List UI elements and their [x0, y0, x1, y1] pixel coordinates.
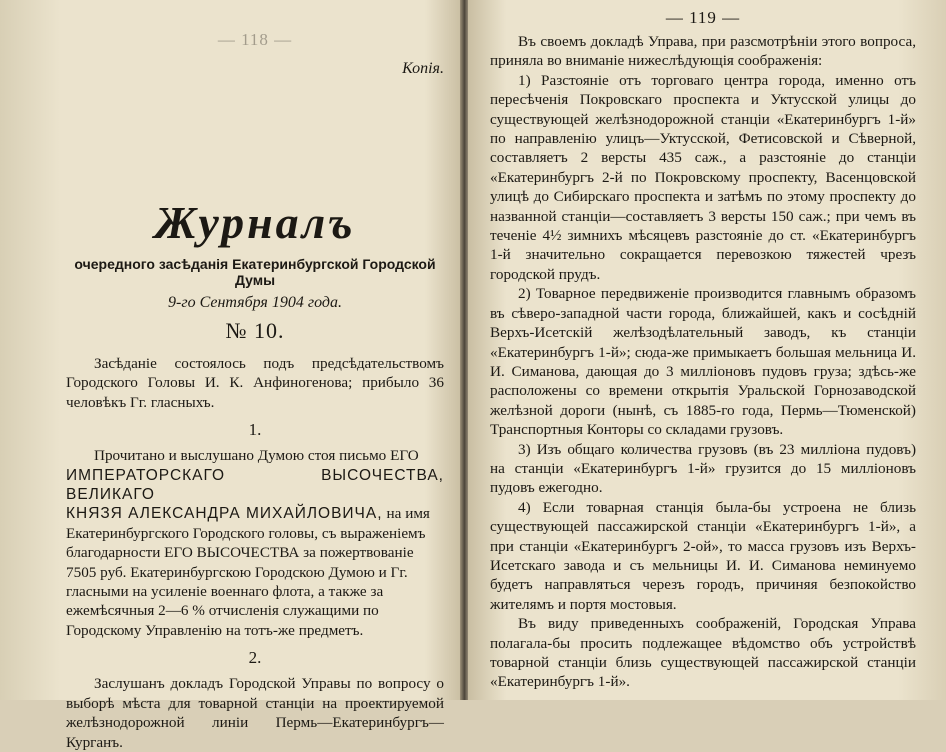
- page-number-left: — 118 —: [217, 30, 293, 49]
- right-paragraph: 4) Если товарная станція была-бы устроена не близь существующей пассажирской станціи «Екатеринбургъ 1-й», а при станціи «Екатеринбургъ 2-ой», то масса грузовъ изъ Верхъ-Исетскаго завода и съ мельницы И. И. Симанова неминуемо будетъ направляться черезъ городъ, причиняя безпокойство жителямъ и портя мостовыя.: [490, 498, 916, 613]
- section-1-caps-2: КНЯЗЯ АЛЕКСАНДРА МИХАЙЛОВИЧА,: [66, 505, 383, 523]
- journal-subtitle: очередного засѣданія Екатеринбургской Городской Думы: [74, 256, 436, 288]
- left-page: [0, 0, 462, 751]
- right-paragraph: Въ своемъ докладѣ Управа, при разсмотрѣніи этого вопроса, приняла во вниманіе нижеслѣдующія соображенія:: [490, 33, 916, 70]
- right-page: [468, 0, 946, 700]
- right-paragraph: 3) Изъ общаго количества грузовъ (въ 23 милліона пудовъ) на станціи «Екатеринбургъ 1-й» грузится до 15 милліоновъ пудовъ ежегодно.: [490, 440, 916, 497]
- section-2-paragraph: Заслушанъ докладъ Городской Управы по вопросу о выборѣ мѣста для товарной станціи на проектируемой желѣзнодорожной линіи Пермь—Екатеринбургъ—Курганъ.: [66, 675, 444, 751]
- right-paragraph: 1) Разстояніе отъ торговаго центра города, именно отъ пересѣченія Покровскаго проспекта и Уктусской улицы до существующей желѣзнодорожной станціи «Екатеринбургъ 1-й» по направленію улицъ—Уктусской, Фетисовской и Сѣверной, составляетъ 2 версты 435 саж., а разстояніе до станціи «Екатеринбургъ 2-й по Покровскому проспекту, Васенцовской улицѣ до Сибирскаго проспекта и затѣмъ по этому проспекту до названной станціи—составляетъ 3 версты 150 саж.; при чемъ въ теченіе 4½ зимнихъ мѣсяцевъ разстояніе до ст. «Екатеринбургъ 1-й значительно сокращается перевозкою тяжестей чрезъ городской прудъ.: [490, 71, 916, 283]
- journal-number: № 10.: [225, 318, 285, 343]
- section-2-number: 2.: [248, 648, 262, 668]
- intro-paragraph: Засѣданіе состоялось подъ предсѣдательствомъ Городского Головы И. К. Анфиногенова; прибыло 36 человѣкъ Гг. гласныхъ.: [66, 355, 444, 411]
- right-paragraph: 2) Товарное передвиженіе производится главнымъ образомъ въ сѣверо-западной части города, ближайшей, какъ и сосѣдній Верхъ-Исетскій желѣзодѣлательный заводъ, къ станціи «Екатеринбургъ 1-й»; сюда-же примыкаетъ большая мельница И. И. Симанова, дающая до 3 милліоновъ пудовъ груза; здѣсь-же расположены со времени открытія Уральской Горнозаводской желѣзной дороги (нынѣ, съ 1885-го года, Пермь—Тюменской) Транспортныя Конторы со складами грузовъ.: [490, 285, 916, 439]
- section-1-body: на имя Екатеринбургского Городского головы, съ выраженіемъ благодарности ЕГО ВЫСОЧЕСТВА за пожертвованіе 7505 руб. Екатеринбургскою Городскою Думою и Гг. гласными на усиленіе военнаго флота, а также за ежемѣсячныя 2—6 % отчисленія служащими по Городскому Управленію на тотъ-же предметъ.: [66, 505, 430, 639]
- section-1-line-a: Прочитано и выслушано Думою стоя письмо ЕГО: [94, 447, 419, 465]
- session-date: 9-го Сентября 1904 года.: [168, 294, 342, 311]
- section-1-number: 1.: [248, 420, 262, 440]
- copy-mark: Копія.: [402, 60, 444, 77]
- section-1-caps-1: ИМПЕРАТОРСКАГО ВЫСОЧЕСТВА, ВЕЛИКАГО: [66, 466, 444, 504]
- right-paragraph: Въ виду приведенныхъ соображеній, Городская Управа полагала-бы просить подлежащее вѣдомство объ устройствѣ товарной станціи близь существующей пассажирской станціи «Екатеринбургъ 1-й».: [490, 615, 916, 691]
- journal-title: Журналъ: [154, 197, 356, 248]
- left-body: [66, 354, 444, 752]
- page-number-right: — 119 —: [665, 8, 741, 27]
